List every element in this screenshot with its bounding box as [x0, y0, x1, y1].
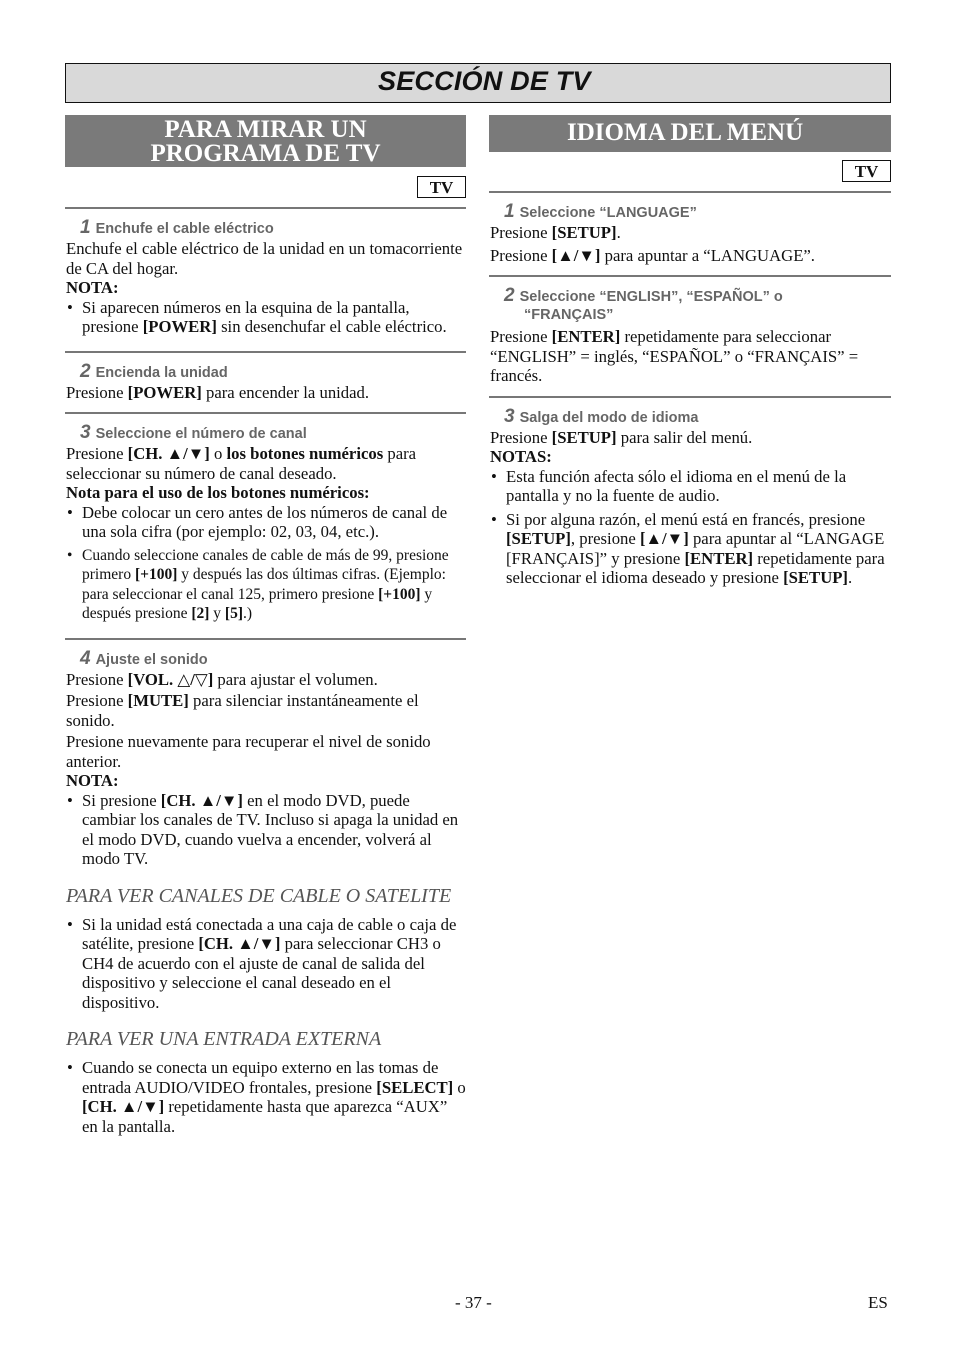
step-text: Presione [ENTER] repetidamente para seleccionar “ENGLISH” = inglés, “ESPAÑOL” o “FRANÇAIS” = francés.: [490, 327, 859, 385]
right-heading: IDIOMA DEL MENÚ: [489, 115, 891, 152]
step-heading: [490, 406, 891, 428]
note-list: [490, 467, 891, 588]
list-item: • Si aparecen números en la esquina de la pantalla, presione [POWER] sin desenchufar el cable eléctrico.: [66, 298, 466, 337]
step-number: 3: [80, 422, 91, 443]
tv-badge-row: [489, 152, 891, 193]
step-title: Seleccione “ENGLISH”, “ESPAÑOL” o: [519, 289, 783, 305]
step-heading: [490, 201, 891, 223]
right-column: [489, 115, 891, 602]
tv-badge-row: [65, 167, 466, 209]
step-number: 3: [504, 405, 515, 427]
step-1: [489, 193, 891, 277]
step-heading: [490, 285, 891, 323]
note-list: [66, 298, 466, 337]
step-2: [65, 353, 466, 415]
note-label: Nota para el uso de los botones numéricos:: [66, 483, 370, 502]
external-list: [66, 1058, 466, 1136]
step-text: Presione [SETUP] para salir del menú.: [490, 427, 753, 447]
step-heading: [66, 217, 466, 239]
step-2: [489, 277, 891, 398]
step-text: Presione nuevamente para recuperar el nivel de sonido anterior.: [66, 732, 431, 771]
step-title: Seleccione “LANGUAGE”: [519, 205, 697, 221]
step-number: 4: [80, 647, 91, 669]
step-number: 2: [504, 285, 515, 306]
subheading-external: PARA VER UNA ENTRADA EXTERNA: [66, 1028, 382, 1050]
language-code: ES: [868, 1293, 888, 1312]
step-heading: [66, 648, 466, 670]
step-text: Presione [MUTE] para silenciar instantáneamente el sonido.: [66, 691, 419, 730]
note-list: [66, 791, 466, 869]
list-item: • Debe colocar un cero antes de los números de canal de una sola cifra (por ejemplo: 02, 03, 04, etc.).: [66, 503, 466, 542]
subheading-cable: PARA VER CANALES DE CABLE O SATELITE: [66, 884, 452, 907]
list-item: • Si presione [CH. ▲/▼] en el modo DVD, puede cambiar los canales de TV. Incluso si apaga la unidad en el modo DVD, cuando vuelva a encender, volverá al modo TV.: [66, 791, 466, 869]
step-3: [65, 414, 466, 640]
step-number: 1: [504, 201, 515, 222]
note-label: NOTA:: [66, 278, 119, 297]
step-title: Salga del modo de idioma: [519, 409, 699, 426]
note-list: [66, 503, 466, 624]
note-label: NOTA:: [66, 771, 119, 790]
page-number: - 37 -: [455, 1293, 492, 1312]
step-title-cont: “FRANÇAIS”: [524, 307, 614, 323]
step-3: [489, 398, 891, 602]
note-label: NOTAS:: [490, 447, 552, 466]
section-title: SECCIÓN DE TV: [378, 66, 591, 96]
left-heading: [65, 115, 466, 167]
tv-badge: TV: [842, 160, 891, 182]
step-title: Ajuste el sonido: [95, 651, 208, 668]
step-heading: [66, 361, 466, 383]
step-text: Presione [POWER] para encender la unidad.: [66, 382, 370, 402]
list-item: • Cuando seleccione canales de cable de más de 99, presione primero [+100] y después las dos últimas cifras. (Ejemplo: para seleccionar el canal 125, primero presione [+100] y después presione [2] y [5].): [66, 546, 466, 624]
step-text: Presione [SETUP].: [490, 223, 621, 242]
step-text: Presione [VOL. △/▽] para ajustar el volumen.: [66, 669, 378, 689]
list-item: • Esta función afecta sólo el idioma en el menú de la pantalla y no la fuente de audio.: [490, 467, 891, 506]
step-4: [65, 640, 466, 1151]
list-item: • Cuando se conecta un equipo externo en las tomas de entrada AUDIO/VIDEO frontales, presione [SELECT] o [CH. ▲/▼] repetidamente hasta que aparezca “AUX” en la pantalla.: [66, 1058, 466, 1136]
step-title: Encienda la unidad: [95, 364, 228, 381]
step-text: Enchufe el cable eléctrico de la unidad en un tomacorriente de CA del hogar.: [66, 239, 463, 278]
step-heading: [66, 422, 466, 444]
step-number: 1: [80, 217, 91, 238]
step-title: Seleccione el número de canal: [95, 426, 307, 442]
tv-badge: TV: [417, 176, 466, 198]
list-item: • Si la unidad está conectada a una caja de cable o caja de satélite, presione [CH. ▲/▼] para seleccionar CH3 o CH4 de acuerdo con el ajuste de canal de salida del dispositivo y seleccione el canal deseado en el dispositivo.: [66, 915, 466, 1013]
left-column: [65, 115, 466, 1150]
left-heading-line1: PARA MIRAR UN: [164, 116, 367, 143]
cable-list: [66, 915, 466, 1013]
section-banner: [65, 63, 891, 103]
step-text: Presione [CH. ▲/▼] o los botones numéricos para seleccionar su número de canal deseado.: [66, 444, 417, 483]
list-item: • Si por alguna razón, el menú está en francés, presione [SETUP], presione [▲/▼] para apuntar al “LANGAGE [FRANÇAIS]” y presione [ENTER] repetidamente para seleccionar el idioma deseado y presione [SETUP].: [490, 510, 891, 588]
step-text: Presione [▲/▼] para apuntar a “LANGUAGE”.: [490, 245, 815, 265]
left-heading-line2: PROGRAMA DE TV: [150, 140, 381, 167]
step-number: 2: [80, 360, 91, 382]
step-1: [65, 209, 466, 353]
step-title: Enchufe el cable eléctrico: [95, 221, 274, 237]
